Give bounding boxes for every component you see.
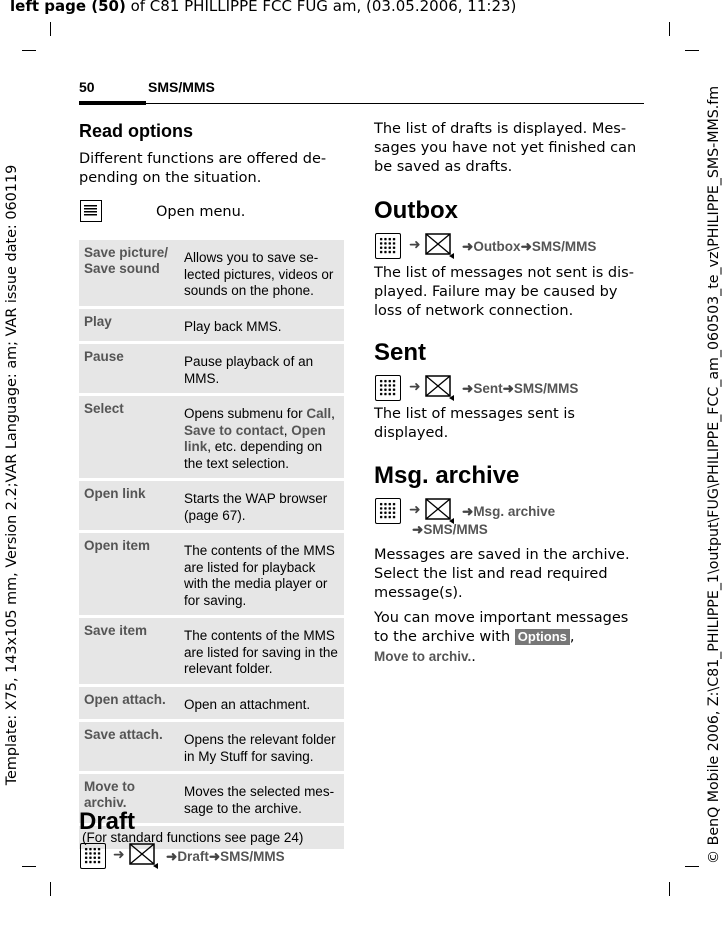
option-description: Starts the WAP browser (page 67). [179, 481, 344, 530]
option-description: Moves the selected mes-sage to the archive. [179, 774, 344, 823]
menu-grid-icon [375, 375, 401, 401]
copyright-info: © BenQ Mobile 2006, Z:\C81_PHILIPPE_1\output\FUG\PHILIPPE_FCC_am_060503_te_vz\PHILIPPE_SMS-MMS.fm [706, 85, 722, 865]
arrow-icon: ➜ [113, 847, 125, 863]
menu-term: Save to contact [184, 422, 284, 438]
option-name: Open link [79, 481, 179, 530]
option-description [179, 396, 344, 478]
draft-description: The list of drafts is displayed. Mes-sages you have not yet finished can be saved as drafts. [374, 121, 637, 175]
sent-heading: Sent [374, 339, 427, 366]
messages-envelope-icon [425, 233, 455, 259]
description-part: , [331, 406, 335, 421]
arrow-icon: ➜ [409, 379, 421, 395]
path-outbox: Outbox [473, 239, 521, 254]
description-part: Opens submenu for [184, 406, 307, 421]
path-msg-archive: Msg. archive [473, 504, 556, 519]
header-rule [79, 103, 644, 104]
path-draft: Draft [177, 849, 209, 864]
arrow-icon: ➜ [166, 849, 178, 864]
read-options-table [79, 237, 344, 852]
path-sms-mms: SMS/MMS [423, 522, 488, 537]
option-description: Opens the relevant folder in My Stuff for saving. [179, 722, 344, 771]
move-to-archiv-label: Move to archiv. [374, 649, 472, 664]
print-note [10, 0, 516, 15]
menu-term: Call [306, 406, 332, 421]
path-sms-mms: SMS/MMS [531, 239, 597, 254]
option-description: Pause playback of an MMS. [179, 344, 344, 393]
arrow-icon: ➜ [462, 239, 474, 254]
arrow-icon: ➜ [462, 381, 474, 396]
crop-mark [22, 866, 36, 867]
option-description: The contents of the MMS are listed for saving in the relevant folder. [179, 618, 344, 684]
option-name: Move to archiv. [79, 774, 179, 823]
table-row [79, 240, 344, 306]
description-part: , [283, 422, 292, 438]
table-row [79, 309, 344, 342]
path-sent: Sent [473, 381, 503, 396]
option-name: Save attach. [79, 722, 179, 771]
arrow-icon: ➜ [208, 849, 221, 864]
option-name: Pause [79, 344, 179, 393]
menu-term: Open link [184, 422, 326, 454]
print-note-page: left page (50) [10, 0, 126, 15]
outbox-heading: Outbox [374, 197, 458, 224]
draft-path [166, 849, 285, 865]
read-options-heading: Read options [79, 121, 194, 141]
option-description: Allows you to save se-lected pictures, videos or sounds on the phone. [179, 240, 344, 306]
print-note-rest: of C81 PHILLIPPE FCC FUG am, (03.05.2006, 11:23) [125, 0, 517, 15]
crop-mark [50, 882, 51, 896]
crop-mark [22, 50, 36, 51]
option-description: The contents of the MMS are listed for playback with the media player or for saving. [179, 533, 344, 615]
arrow-icon: ➜ [462, 504, 474, 519]
option-name: Open attach. [79, 687, 179, 720]
table-row [79, 533, 344, 615]
options-softkey: Options [515, 629, 570, 645]
open-menu-text: Open menu. [156, 204, 246, 220]
crop-mark [685, 866, 699, 867]
option-name: Play [79, 309, 179, 342]
table-row [79, 687, 344, 720]
archive-description: Messages are saved in the archive. Select the list and read required message(s). [374, 547, 630, 601]
crop-mark [669, 22, 670, 36]
sent-description: The list of messages sent is displayed. [374, 406, 575, 441]
section-title: SMS/MMS [148, 79, 215, 95]
menu-grid-icon [375, 233, 401, 259]
table-footer: (For standard functions see page 24) [79, 826, 344, 849]
read-options-intro: Different functions are offered de-pending on the situation. [79, 151, 327, 186]
crop-mark [669, 882, 670, 896]
arrow-icon: ➜ [412, 522, 424, 537]
arrow-icon: ➜ [520, 239, 532, 254]
outbox-path [462, 239, 596, 255]
option-description: Open an attachment. [179, 687, 344, 720]
crop-mark [685, 50, 699, 51]
option-name: Save item [79, 618, 179, 684]
archive-move-pre: You can move important messages to the archive with [374, 610, 629, 645]
table-row [79, 481, 344, 530]
arrow-icon: ➜ [409, 237, 421, 253]
path-sms-mms: SMS/MMS [513, 381, 579, 396]
table-row [79, 722, 344, 771]
archive-path-cont [412, 522, 488, 538]
template-info: Template: X75, 143x105 mm, Version 2.2;VAR Language: am; VAR issue date: 060119 [4, 164, 20, 786]
option-description: Play back MMS. [179, 309, 344, 342]
path-sms-mms: SMS/MMS [220, 849, 285, 864]
outbox-description: The list of messages not sent is dis-played. Failure may be caused by loss of network connection. [374, 265, 634, 319]
arrow-icon: ➜ [502, 381, 514, 396]
table-row [79, 618, 344, 684]
messages-envelope-icon [129, 843, 159, 869]
arrow-icon: ➜ [409, 502, 421, 518]
crop-mark [50, 22, 51, 36]
table-row [79, 396, 344, 478]
menu-grid-icon [375, 498, 401, 524]
archive-heading: Msg. archive [374, 462, 520, 489]
archive-move-end: . [471, 649, 476, 665]
description-part: , etc. depending on the text selection. [184, 439, 323, 471]
menu-key-icon [80, 200, 102, 222]
sent-path [462, 381, 578, 397]
option-name: Save picture/ Save sound [79, 240, 179, 306]
option-name: Select [79, 396, 179, 478]
draft-heading: Draft [79, 808, 136, 835]
archive-path [462, 504, 555, 520]
page-number: 50 [79, 79, 95, 95]
messages-envelope-icon [425, 498, 455, 524]
archive-move-mid: , [569, 629, 575, 645]
messages-envelope-icon [425, 375, 455, 401]
archive-move-text [374, 609, 639, 667]
menu-grid-icon [80, 843, 106, 869]
table-row [79, 344, 344, 393]
option-name: Open item [79, 533, 179, 615]
